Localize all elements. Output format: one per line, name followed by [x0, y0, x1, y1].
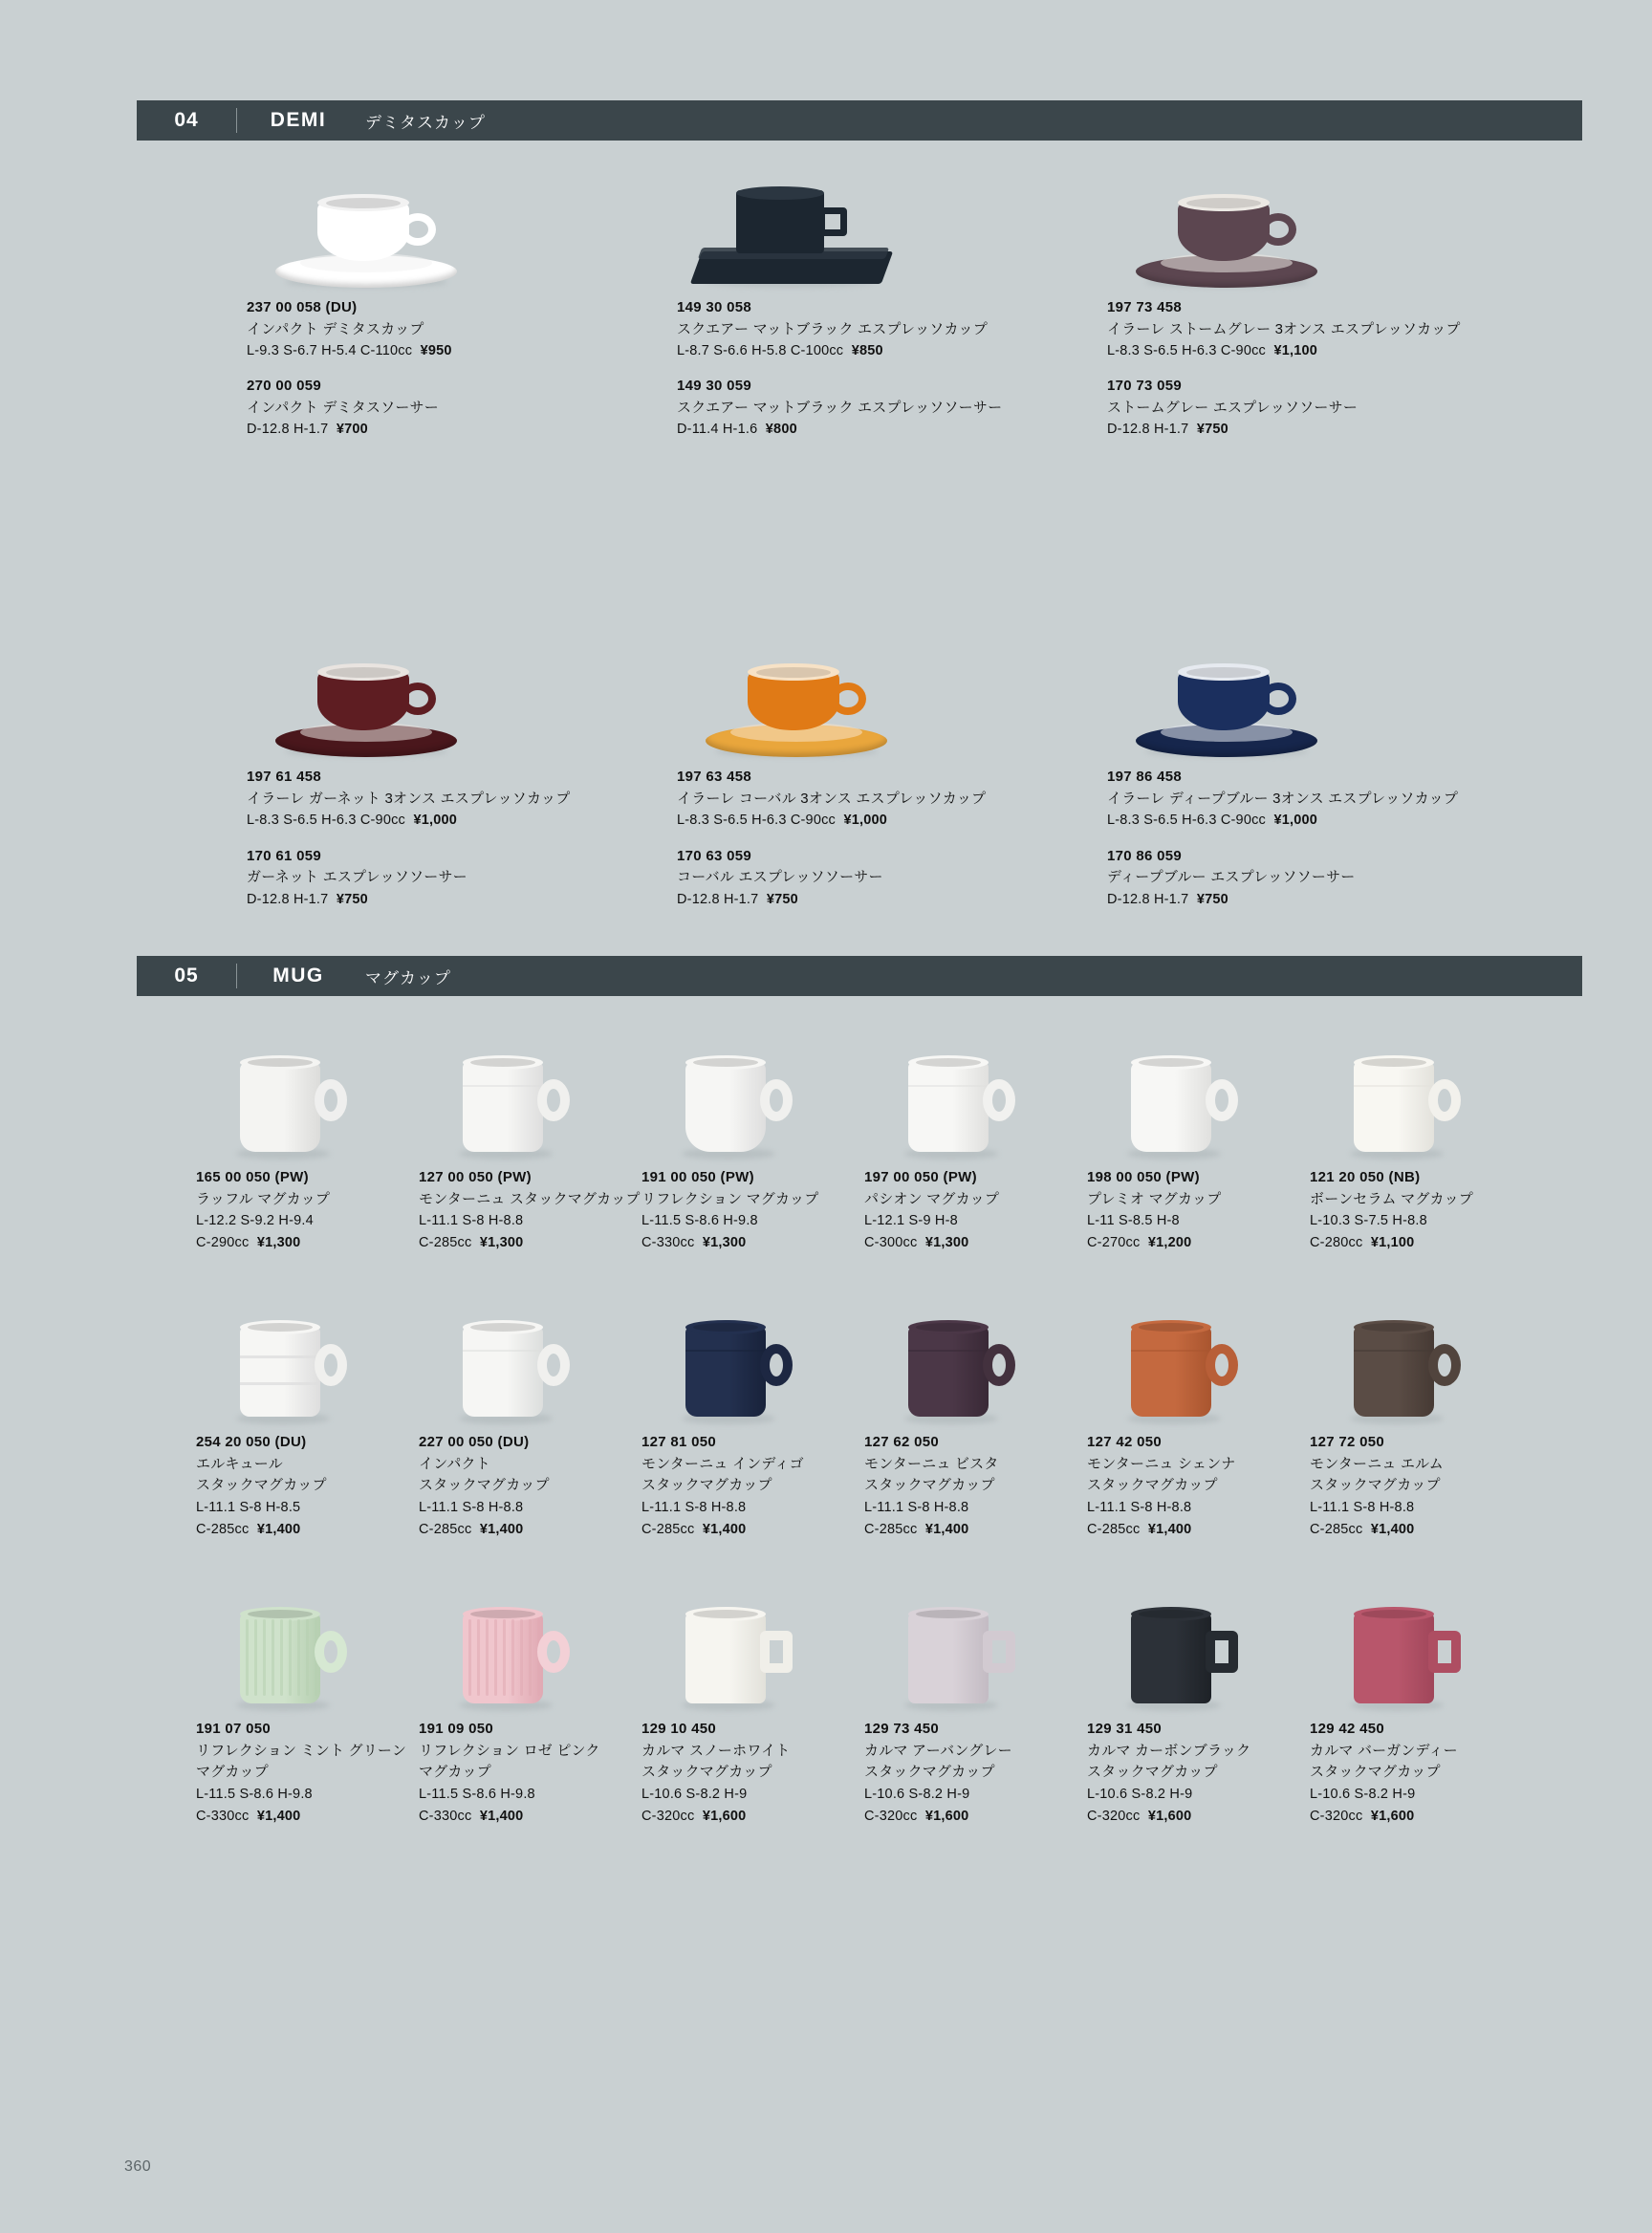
product-entry[interactable]: [1107, 646, 1480, 910]
section-header-mug: [137, 956, 1582, 996]
product-price: ¥750: [766, 891, 798, 907]
product-code: 197 00 050 (PW): [864, 1169, 977, 1185]
product-code: 170 73 059: [1107, 378, 1183, 395]
handle: [537, 1631, 570, 1673]
product-code: 191 00 050 (PW): [641, 1169, 754, 1185]
product-spec: L-10.6 S-8.2 H-9: [1310, 1786, 1416, 1802]
product-photo: [419, 1047, 641, 1161]
product-name: マグカップ: [196, 1764, 269, 1781]
section-title-en: MUG: [272, 965, 324, 986]
section-header-demi: [137, 100, 1582, 141]
mug-body: [685, 1062, 766, 1152]
section-title-en: DEMI: [270, 109, 327, 131]
product-name: リフレクション マグカップ: [641, 1190, 819, 1207]
mug-body: [908, 1327, 989, 1417]
handle: [760, 1344, 793, 1386]
section-title-jp: デミタスカップ: [365, 113, 486, 132]
product-entry[interactable]: [1087, 1047, 1310, 1254]
product-code: 237 00 058 (DU): [247, 299, 358, 315]
product-spec: L-11.5 S-8.6 H-9.8: [196, 1786, 313, 1802]
product-capacity: C-285cc ¥1,400: [1087, 1522, 1192, 1538]
product-image: [419, 1312, 641, 1426]
mug-body: [908, 1062, 989, 1152]
product-spec: L-11.1 S-8 H-8.8: [864, 1499, 969, 1515]
product-spec: L-8.3 S-6.5 H-6.3 C-90cc ¥1,000: [677, 813, 887, 829]
product-image: [1087, 1598, 1310, 1713]
product-price: ¥750: [336, 891, 368, 907]
mug-body: [240, 1327, 320, 1417]
product-info: [419, 1167, 641, 1254]
handle: [760, 1631, 793, 1673]
product-info: [641, 1719, 864, 1828]
product-capacity: C-290cc ¥1,300: [196, 1235, 301, 1251]
product-capacity: C-330cc ¥1,300: [641, 1235, 747, 1251]
product-image: [864, 1598, 1087, 1713]
mug-body: [1131, 1327, 1211, 1417]
product-image: [1107, 177, 1480, 292]
handle: [315, 1079, 347, 1121]
page-number: 360: [124, 2158, 152, 2175]
product-code: 191 09 050: [419, 1721, 494, 1738]
product-code: 165 00 050 (PW): [196, 1169, 309, 1185]
product-capacity: C-330cc ¥1,400: [419, 1808, 524, 1824]
product-spec: L-10.6 S-8.2 H-9: [864, 1786, 970, 1802]
product-price: ¥1,300: [924, 1235, 969, 1251]
product-entry[interactable]: [247, 646, 677, 910]
product-capacity: C-285cc ¥1,300: [419, 1235, 524, 1251]
product-code: 127 81 050: [641, 1434, 717, 1451]
product-spec: L-8.3 S-6.5 H-6.3 C-90cc ¥1,100: [1107, 343, 1317, 358]
product-spec: L-11.1 S-8 H-8.8: [1087, 1499, 1192, 1515]
product-name: イラーレ ストームグレー 3オンス エスプレッソカップ: [1107, 320, 1461, 337]
product-name: ストームグレー エスプレッソソーサー: [1107, 399, 1359, 416]
product-spec: L-12.1 S-9 H-8: [864, 1213, 958, 1228]
product-info: [1310, 1432, 1532, 1541]
product-price: ¥1,600: [1147, 1808, 1192, 1824]
product-name: インパクト: [419, 1455, 490, 1472]
product-spec: L-10.6 S-8.2 H-9: [641, 1786, 748, 1802]
product-entry[interactable]: [1087, 1598, 1310, 1828]
product-photo: [1310, 1047, 1532, 1161]
product-info: [1107, 767, 1480, 910]
product-image: [677, 646, 1107, 761]
product-name: モンターニュ インディゴ: [641, 1455, 804, 1472]
product-entry[interactable]: [641, 1598, 864, 1828]
mug-body: [463, 1062, 543, 1152]
product-info: [196, 1719, 419, 1828]
product-code: 149 30 059: [677, 378, 752, 395]
product-image: [419, 1598, 641, 1713]
product-price: ¥1,600: [702, 1808, 747, 1824]
product-info: [1087, 1432, 1310, 1541]
product-name: プレミオ マグカップ: [1087, 1190, 1222, 1207]
product-price: ¥1,400: [702, 1522, 747, 1538]
product-entry[interactable]: [677, 177, 1107, 441]
product-entry[interactable]: [247, 177, 677, 441]
product-image: [1087, 1312, 1310, 1426]
product-image: [641, 1598, 864, 1713]
product-image: [864, 1312, 1087, 1426]
product-spec: L-11.5 S-8.6 H-9.8: [641, 1213, 758, 1228]
product-name: リフレクション ロゼ ピンク: [419, 1742, 600, 1759]
product-code: 191 07 050: [196, 1721, 272, 1738]
product-name: ガーネット エスプレッソソーサー: [247, 869, 467, 886]
product-image: [641, 1312, 864, 1426]
product-photo: [864, 1047, 1087, 1161]
product-photo: [677, 646, 1107, 761]
handle: [760, 1079, 793, 1121]
product-code: 149 30 058: [677, 299, 752, 315]
product-spec: D-12.8 H-1.7 ¥750: [1107, 891, 1228, 907]
product-image: [1087, 1047, 1310, 1161]
mug-body: [1131, 1614, 1211, 1703]
product-price: ¥700: [336, 422, 368, 438]
product-name: スクエアー マットブラック エスプレッソソーサー: [677, 399, 1003, 416]
product-name: モンターニュ スタックマグカップ: [419, 1190, 641, 1207]
product-code: 121 20 050 (NB): [1310, 1169, 1421, 1185]
product-spec: L-11.1 S-8 H-8.8: [419, 1499, 524, 1515]
product-code: 197 73 458: [1107, 299, 1183, 315]
product-info: [1310, 1719, 1532, 1828]
handle: [983, 1079, 1015, 1121]
product-code: 197 63 458: [677, 769, 752, 786]
product-code: 270 00 059: [247, 378, 322, 395]
product-name: スタックマグカップ: [419, 1477, 550, 1494]
product-capacity: C-330cc ¥1,400: [196, 1808, 301, 1824]
product-entry[interactable]: [641, 1312, 864, 1541]
product-code: 227 00 050 (DU): [419, 1434, 530, 1451]
product-info: [641, 1432, 864, 1541]
product-entry[interactable]: [419, 1312, 641, 1541]
product-photo: [419, 1598, 641, 1713]
product-entry[interactable]: [1310, 1312, 1532, 1541]
product-name: スタックマグカップ: [641, 1477, 772, 1494]
mug-body: [685, 1327, 766, 1417]
product-code: 170 63 059: [677, 847, 752, 864]
product-name: ボーンセラム マグカップ: [1310, 1190, 1473, 1207]
product-price: ¥850: [851, 343, 883, 358]
product-code: 127 62 050: [864, 1434, 940, 1451]
handle: [537, 1079, 570, 1121]
section-number: 04: [174, 109, 199, 131]
product-entry[interactable]: [864, 1598, 1087, 1828]
product-price: ¥1,000: [843, 813, 887, 829]
product-image: [1310, 1312, 1532, 1426]
product-entry[interactable]: [864, 1047, 1087, 1254]
product-spec: L-8.7 S-6.6 H-5.8 C-100cc ¥850: [677, 343, 883, 358]
product-code: 197 61 458: [247, 769, 322, 786]
product-photo: [677, 177, 1107, 292]
product-name: モンターニュ エルム: [1310, 1455, 1444, 1472]
product-code: 197 86 458: [1107, 769, 1183, 786]
product-spec: D-12.8 H-1.7 ¥750: [1107, 422, 1228, 438]
product-price: ¥1,100: [1370, 1235, 1415, 1251]
product-price: ¥1,200: [1147, 1235, 1192, 1251]
product-name: インパクト デミタスカップ: [247, 320, 424, 337]
product-image: [1310, 1047, 1532, 1161]
product-price: ¥1,300: [702, 1235, 747, 1251]
handle: [1428, 1079, 1461, 1121]
product-code: 127 00 050 (PW): [419, 1169, 532, 1185]
mug-body: [240, 1062, 320, 1152]
product-code: 127 72 050: [1310, 1434, 1385, 1451]
product-price: ¥1,000: [1273, 813, 1317, 829]
product-photo: [1310, 1598, 1532, 1713]
product-price: ¥1,400: [479, 1522, 524, 1538]
product-name: スタックマグカップ: [1087, 1477, 1218, 1494]
product-image: [677, 177, 1107, 292]
mug-body: [463, 1327, 543, 1417]
handle: [983, 1344, 1015, 1386]
product-capacity: C-285cc ¥1,400: [196, 1522, 301, 1538]
product-name: カルマ アーバングレー: [864, 1742, 1012, 1759]
handle: [315, 1631, 347, 1673]
product-spec: L-8.3 S-6.5 H-6.3 C-90cc ¥1,000: [1107, 813, 1317, 829]
product-info: [419, 1719, 641, 1828]
product-photo: [1087, 1312, 1310, 1426]
product-capacity: C-270cc ¥1,200: [1087, 1235, 1192, 1251]
product-photo: [196, 1598, 419, 1713]
product-spec: L-10.3 S-7.5 H-8.8: [1310, 1213, 1427, 1228]
product-price: ¥1,400: [1147, 1522, 1192, 1538]
product-spec: D-12.8 H-1.7 ¥750: [677, 891, 798, 907]
product-name: カルマ カーボンブラック: [1087, 1742, 1251, 1759]
product-code: 129 10 450: [641, 1721, 717, 1738]
product-photo: [864, 1598, 1087, 1713]
product-spec: L-8.3 S-6.5 H-6.3 C-90cc ¥1,000: [247, 813, 457, 829]
product-capacity: C-285cc ¥1,400: [864, 1522, 969, 1538]
product-photo: [196, 1047, 419, 1161]
product-info: [677, 767, 1107, 910]
product-code: 170 61 059: [247, 847, 322, 864]
product-name: パシオン マグカップ: [864, 1190, 1000, 1207]
product-price: ¥800: [765, 422, 797, 438]
product-price: ¥1,100: [1273, 343, 1317, 358]
product-image: [196, 1312, 419, 1426]
demi-product-grid: [247, 177, 1480, 911]
mug-body: [908, 1614, 989, 1703]
product-info: [247, 297, 677, 441]
product-name: スタックマグカップ: [1310, 1477, 1441, 1494]
product-price: ¥1,400: [256, 1522, 301, 1538]
product-code: 170 86 059: [1107, 847, 1183, 864]
section-number: 05: [174, 965, 199, 986]
handle: [1260, 213, 1296, 246]
product-name: スタックマグカップ: [864, 1477, 995, 1494]
product-spec: L-12.2 S-9.2 H-9.4: [196, 1213, 314, 1228]
product-entry[interactable]: [677, 646, 1107, 910]
handle: [537, 1344, 570, 1386]
product-info: [864, 1719, 1087, 1828]
mug-product-grid: [196, 1047, 1534, 1828]
product-name: モンターニュ シェンナ: [1087, 1455, 1236, 1472]
product-code: 129 31 450: [1087, 1721, 1163, 1738]
product-entry[interactable]: [419, 1598, 641, 1828]
product-capacity: C-285cc ¥1,400: [641, 1522, 747, 1538]
product-name: イラーレ コーバル 3オンス エスプレッソカップ: [677, 790, 987, 807]
product-price: ¥1,400: [256, 1808, 301, 1824]
handle: [1428, 1344, 1461, 1386]
product-info: [419, 1432, 641, 1541]
product-info: [247, 767, 677, 910]
product-price: ¥1,600: [1370, 1808, 1415, 1824]
mug-body: [1131, 1062, 1211, 1152]
product-price: ¥1,600: [924, 1808, 969, 1824]
product-name: スタックマグカップ: [864, 1764, 995, 1781]
product-name: イラーレ ガーネット 3オンス エスプレッソカップ: [247, 790, 571, 807]
mug-body: [685, 1614, 766, 1703]
product-info: [641, 1167, 864, 1254]
product-entry[interactable]: [1107, 177, 1480, 441]
product-spec: L-11.1 S-8 H-8.5: [196, 1499, 301, 1515]
handle: [400, 213, 436, 246]
product-name: スタックマグカップ: [1310, 1764, 1441, 1781]
product-price: ¥1,300: [256, 1235, 301, 1251]
handle: [1206, 1079, 1238, 1121]
product-info: [1310, 1167, 1532, 1254]
product-code: 129 73 450: [864, 1721, 940, 1738]
product-photo: [247, 646, 677, 761]
product-name: スタックマグカップ: [196, 1477, 327, 1494]
product-spec: L-11.1 S-8 H-8.8: [1310, 1499, 1415, 1515]
product-info: [864, 1432, 1087, 1541]
product-spec: L-11.5 S-8.6 H-9.8: [419, 1786, 535, 1802]
product-photo: [1310, 1312, 1532, 1426]
product-image: [196, 1047, 419, 1161]
product-photo: [864, 1312, 1087, 1426]
product-name: インパクト デミタスソーサー: [247, 399, 439, 416]
product-capacity: C-320cc ¥1,600: [641, 1808, 747, 1824]
product-spec: L-11.1 S-8 H-8.8: [641, 1499, 747, 1515]
handle: [830, 683, 866, 715]
product-photo: [247, 177, 677, 292]
product-info: [1087, 1167, 1310, 1254]
product-price: ¥1,400: [924, 1522, 969, 1538]
product-photo: [641, 1047, 864, 1161]
handle: [1206, 1631, 1238, 1673]
product-entry[interactable]: [196, 1598, 419, 1828]
product-name: カルマ スノーホワイト: [641, 1742, 791, 1759]
product-spec: L-9.3 S-6.7 H-5.4 C-110cc ¥950: [247, 343, 452, 358]
product-image: [247, 177, 677, 292]
product-entry[interactable]: [1087, 1312, 1310, 1541]
product-name: マグカップ: [419, 1764, 491, 1781]
product-price: ¥1,000: [413, 813, 457, 829]
product-name: リフレクション ミント グリーン: [196, 1742, 407, 1759]
product-entry[interactable]: [864, 1312, 1087, 1541]
product-photo: [1087, 1047, 1310, 1161]
handle: [818, 207, 847, 236]
product-photo: [1087, 1598, 1310, 1713]
product-code: 127 42 050: [1087, 1434, 1163, 1451]
product-code: 198 00 050 (PW): [1087, 1169, 1200, 1185]
mug-body: [1354, 1327, 1434, 1417]
product-name: スタックマグカップ: [641, 1764, 772, 1781]
product-price: ¥750: [1196, 891, 1228, 907]
product-photo: [1107, 646, 1480, 761]
product-info: [196, 1432, 419, 1541]
product-price: ¥950: [420, 343, 452, 358]
product-capacity: C-320cc ¥1,600: [1310, 1808, 1415, 1824]
product-name: ラッフル マグカップ: [196, 1190, 331, 1207]
handle: [983, 1631, 1015, 1673]
product-price: ¥750: [1196, 422, 1228, 438]
product-image: [419, 1047, 641, 1161]
product-entry[interactable]: [196, 1312, 419, 1541]
handle: [1206, 1344, 1238, 1386]
product-image: [247, 646, 677, 761]
product-name: スクエアー マットブラック エスプレッソカップ: [677, 320, 988, 337]
product-photo: [641, 1312, 864, 1426]
product-info: [1087, 1719, 1310, 1828]
mug-body: [1354, 1062, 1434, 1152]
product-entry[interactable]: [196, 1047, 419, 1254]
product-name: モンターニュ ビスタ: [864, 1455, 999, 1472]
handle: [400, 683, 436, 715]
product-info: [1107, 297, 1480, 441]
product-capacity: C-285cc ¥1,400: [1310, 1522, 1415, 1538]
product-price: ¥1,400: [479, 1808, 524, 1824]
product-entry[interactable]: [1310, 1047, 1532, 1254]
handle: [1260, 683, 1296, 715]
mug-body: [1354, 1614, 1434, 1703]
product-name: コーバル エスプレッソソーサー: [677, 869, 883, 886]
product-code: 254 20 050 (DU): [196, 1434, 307, 1451]
product-image: [864, 1047, 1087, 1161]
handle: [315, 1344, 347, 1386]
product-image: [641, 1047, 864, 1161]
product-capacity: C-285cc ¥1,400: [419, 1522, 524, 1538]
product-capacity: C-280cc ¥1,100: [1310, 1235, 1415, 1251]
product-price: ¥1,400: [1370, 1522, 1415, 1538]
product-spec: L-11.1 S-8 H-8.8: [419, 1213, 524, 1228]
product-code: 129 42 450: [1310, 1721, 1385, 1738]
product-name: ディープブルー エスプレッソソーサー: [1107, 869, 1356, 886]
product-image: [1107, 646, 1480, 761]
product-spec: D-11.4 H-1.6 ¥800: [677, 422, 797, 438]
product-info: [196, 1167, 419, 1254]
product-image: [196, 1598, 419, 1713]
product-name: スタックマグカップ: [1087, 1764, 1218, 1781]
product-info: [864, 1167, 1087, 1254]
product-name: カルマ バーガンディー: [1310, 1742, 1458, 1759]
product-spec: L-11 S-8.5 H-8: [1087, 1213, 1180, 1228]
product-name: エルキュール: [196, 1455, 283, 1472]
product-entry[interactable]: [419, 1047, 641, 1254]
product-entry[interactable]: [641, 1047, 864, 1254]
product-image: [1310, 1598, 1532, 1713]
section-title-jp: マグカップ: [365, 968, 451, 987]
product-name: イラーレ ディープブルー 3オンス エスプレッソカップ: [1107, 790, 1459, 807]
product-photo: [419, 1312, 641, 1426]
product-capacity: C-300cc ¥1,300: [864, 1235, 969, 1251]
product-capacity: C-320cc ¥1,600: [1087, 1808, 1192, 1824]
product-spec: D-12.8 H-1.7 ¥750: [247, 891, 368, 907]
product-photo: [1107, 177, 1480, 292]
product-capacity: C-320cc ¥1,600: [864, 1808, 969, 1824]
product-spec: D-12.8 H-1.7 ¥700: [247, 422, 368, 438]
product-info: [677, 297, 1107, 441]
handle: [1428, 1631, 1461, 1673]
product-photo: [641, 1598, 864, 1713]
product-entry[interactable]: [1310, 1598, 1532, 1828]
product-spec: L-10.6 S-8.2 H-9: [1087, 1786, 1193, 1802]
product-photo: [196, 1312, 419, 1426]
product-price: ¥1,300: [479, 1235, 524, 1251]
